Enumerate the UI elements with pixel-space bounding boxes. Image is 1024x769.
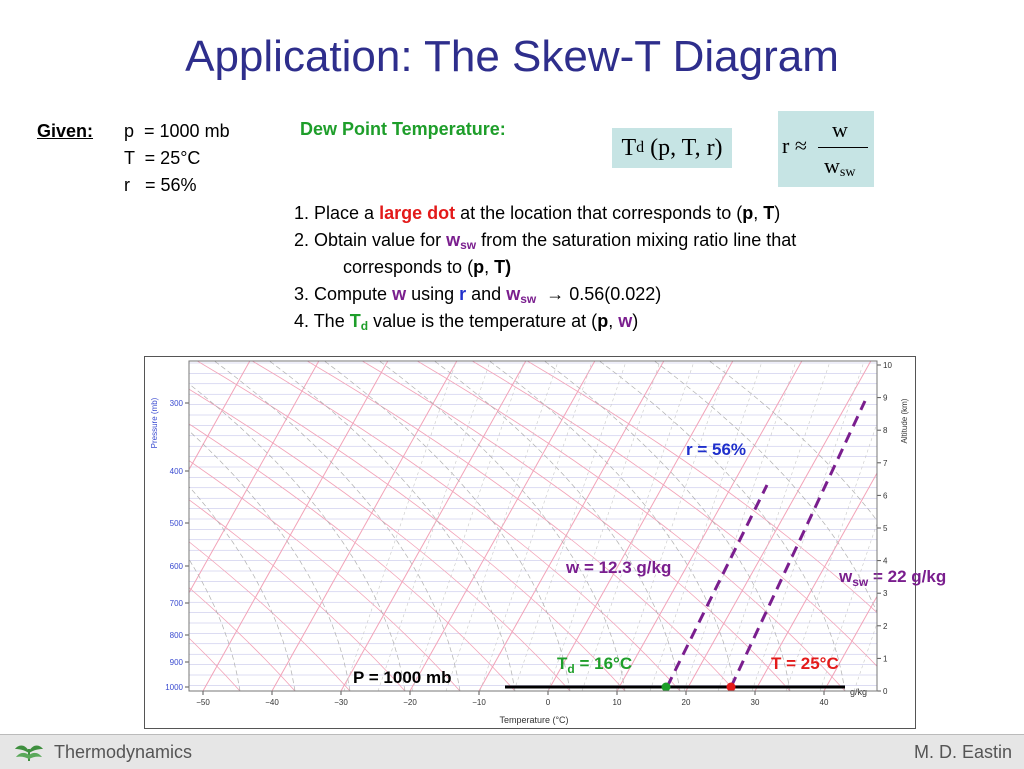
dry-adiabat [417, 361, 845, 691]
mixing-ratio-line [820, 361, 932, 691]
temperature-tick-label: 10 [612, 698, 622, 707]
pressure-tick-label: 700 [169, 599, 183, 608]
step-1: 1. Place a large dot at the location that corresponds to (p, T) [294, 203, 781, 223]
mixing-ratio-unit: g/kg [850, 687, 868, 697]
altitude-tick-label: 0 [883, 687, 888, 696]
r-lhs: r ≈ [782, 133, 807, 158]
annotation-wsw: $w_{sw} = 22$ g/kg [839, 567, 947, 589]
leaf-logo-icon [12, 739, 46, 763]
dry-adiabat [307, 361, 735, 691]
mixing-ratio-line [378, 361, 490, 691]
temperature-tick-label: 30 [750, 698, 760, 707]
temperature-tick-label: 20 [681, 698, 691, 707]
annotation-td: $T_d = 16^\circ C$ [557, 654, 633, 676]
moist-adiabat [545, 361, 791, 691]
moist-adiabat [490, 361, 736, 691]
moist-adiabat [105, 361, 351, 691]
step-2: 2. Obtain value for $w_{sw}$ from the saturation mixing ratio line that [294, 230, 797, 252]
isotherm-line [479, 361, 664, 691]
given-label: Given: [37, 121, 94, 141]
pressure-tick-label: 900 [169, 658, 183, 667]
pressure-tick-label: 800 [169, 631, 183, 640]
td-formula-box: T d (p, T, r) [612, 128, 732, 168]
footer-course: Thermodynamics [54, 742, 193, 762]
altitude-tick-label: 7 [883, 458, 888, 468]
altitude-tick-label: 6 [883, 491, 888, 501]
mixing-ratio-line [786, 361, 898, 691]
isotherm-line [134, 361, 319, 691]
moist-adiabat [270, 361, 516, 691]
wsw-mixing-line [731, 401, 865, 687]
altitude-tick-label: 9 [883, 393, 888, 403]
isotherm-line [893, 361, 1024, 691]
moist-adiabat [0, 361, 240, 691]
dry-adiabat [252, 361, 680, 691]
altitude-tick-label: 3 [883, 589, 888, 599]
step-2-continued: corresponds to (p, T) [343, 257, 512, 277]
isotherm-line [824, 361, 1009, 691]
mixing-ratio-line [684, 361, 796, 691]
mixing-ratio-line [446, 361, 558, 691]
dew-point-heading: Dew Point Temperature: [300, 119, 506, 139]
dry-adiabat [0, 361, 75, 691]
slide-title: Application: The Skew-T Diagram [185, 32, 839, 81]
mixing-ratio-line [650, 361, 762, 691]
td-symbol: T [621, 134, 637, 161]
altitude-axis-title: Altitude (km) [900, 398, 909, 444]
isotherm-line [0, 361, 112, 691]
altitude-tick-label: 2 [883, 621, 888, 631]
dry-adiabat [0, 361, 295, 691]
r-numerator: w [832, 117, 848, 142]
pressure-tick-label: 300 [169, 399, 183, 408]
dry-adiabat [472, 361, 900, 691]
skew-t-canvas [145, 357, 947, 728]
dry-adiabat [527, 361, 955, 691]
moist-adiabat [710, 361, 956, 691]
dry-adiabat [0, 361, 130, 691]
isotherm-line [548, 361, 733, 691]
footer-author: M. D. Eastin [913, 742, 1012, 762]
pressure-tick-label: 500 [169, 519, 183, 528]
isotherm-line [272, 361, 457, 691]
fraction-bar [818, 147, 868, 148]
isotherm-line [0, 361, 43, 691]
temperature-tick-label: −30 [334, 698, 348, 707]
annotation-t: T = 25°C [771, 654, 839, 673]
dry-adiabat [0, 361, 240, 691]
pressure-tick-label: 1000 [165, 683, 183, 692]
r-formula-box [778, 111, 874, 187]
moist-adiabat [325, 361, 571, 691]
given-temperature: T = 25°C [124, 148, 201, 168]
moist-adiabat [0, 361, 75, 691]
r-denominator: $w_{sw}$ [824, 153, 856, 180]
temperature-axis-title: Temperature (°C) [499, 715, 569, 725]
td-args: (p, T, r) [644, 134, 723, 161]
mixing-ratio-line [344, 361, 456, 691]
annotation-w: w = 12.3 g/kg [566, 558, 672, 577]
annotation-p: P = 1000 mb [353, 668, 452, 687]
dry-adiabat [32, 361, 460, 691]
altitude-tick-label: 4 [883, 556, 888, 566]
dry-adiabat [142, 361, 570, 691]
mixing-ratio-line [956, 361, 1024, 691]
annotation-r: r = 56% [686, 440, 747, 459]
dew-point-dot [662, 683, 671, 692]
temperature-tick-label: −20 [403, 698, 417, 707]
mixing-ratio-line [582, 361, 694, 691]
pressure-tick-label: 600 [169, 562, 183, 571]
moist-adiabat [655, 361, 901, 691]
dry-adiabat [0, 361, 405, 691]
temperature-tick-label: −10 [472, 698, 486, 707]
isotherm-line [203, 361, 388, 691]
moist-adiabat [215, 361, 461, 691]
diagram-overlay [505, 401, 865, 692]
dry-adiabat [0, 361, 20, 691]
altitude-tick-label: 8 [883, 426, 888, 436]
temperature-dot [727, 683, 736, 692]
given-pressure: p = 1000 mb [124, 121, 230, 141]
temperature-tick-label: 0 [545, 698, 551, 707]
mixing-ratio-line [922, 361, 1024, 691]
altitude-tick-label: 10 [883, 361, 892, 370]
mixing-ratio-line [548, 361, 660, 691]
given-humidity: r = 56% [124, 175, 197, 195]
moist-adiabat [0, 361, 130, 691]
step-4: 4. The $T_d$ value is the temperature at (p, w) [294, 311, 639, 333]
pressure-tick-label: 400 [169, 467, 183, 476]
mixing-ratio-line [854, 361, 966, 691]
temperature-tick-label: 40 [819, 698, 829, 707]
temperature-tick-label: −40 [265, 698, 279, 707]
temperature-tick-label: −50 [196, 698, 210, 707]
altitude-tick-label: 5 [883, 524, 888, 533]
pressure-axis-title: Pressure (mb) [150, 397, 159, 449]
step-3: 3. Compute w using r and $w_{sw} \to 0.56(0.022)$ [294, 284, 662, 306]
altitude-tick-label: 1 [883, 654, 888, 664]
skew-t-diagram [144, 356, 947, 729]
dry-adiabat [197, 361, 625, 691]
